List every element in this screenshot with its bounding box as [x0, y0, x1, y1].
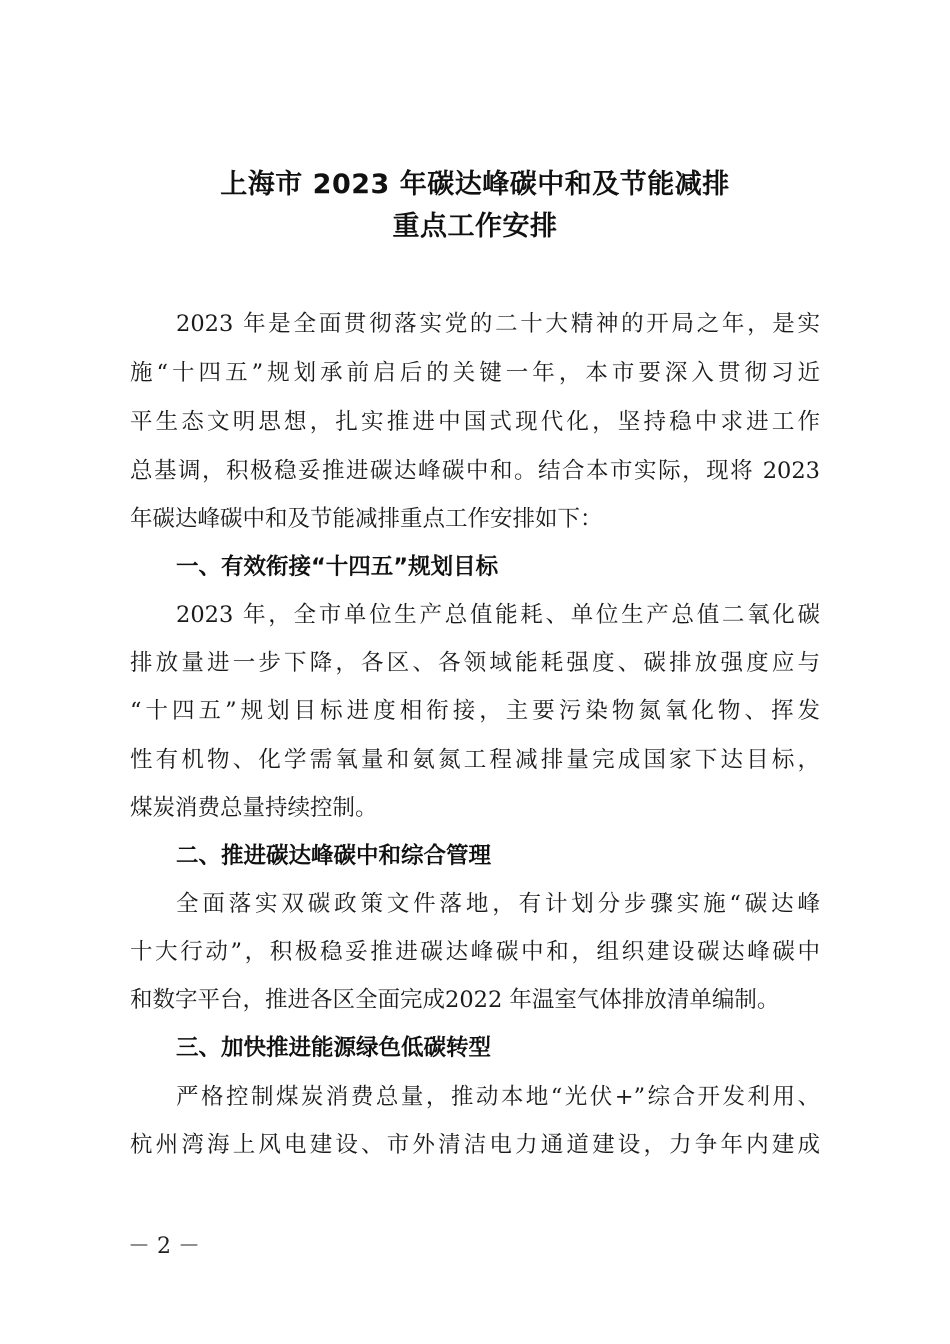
paragraph-line: 十大行动”，积极稳妥推进碳达峰碳中和，组织建设碳达峰碳中: [130, 939, 820, 965]
paragraph-line: “十四五”规划目标进度相衔接，主要污染物氮氧化物、挥发: [130, 698, 820, 724]
document-subtitle: 重点工作安排: [392, 211, 558, 242]
document-title: 上海市 2023 年碳达峰碳中和及节能减排: [220, 169, 730, 200]
paragraph-line: 严格控制煤炭消费总量，推动本地“光伏+”综合开发利用、: [176, 1084, 820, 1110]
paragraph-line: 杭州湾海上风电建设、市外清洁电力通道建设，力争年内建成: [130, 1132, 820, 1158]
intro-line: 年碳达峰碳中和及节能减排重点工作安排如下：: [130, 506, 603, 532]
paragraph-line: 排放量进一步下降，各区、各领域能耗强度、碳排放强度应与: [130, 650, 820, 676]
paragraph-line: 全面落实双碳政策文件落地，有计划分步骤实施“碳达峰: [176, 891, 820, 917]
intro-line: 平生态文明思想，扎实推进中国式现代化，坚持稳中求进工作: [130, 409, 820, 435]
intro-line: 施“十四五”规划承前启后的关键一年，本市要深入贯彻习近: [130, 360, 820, 386]
intro-line: 2023 年是全面贯彻落实党的二十大精神的开局之年，是实: [176, 311, 820, 337]
paragraph-line: 煤炭消费总量持续控制。: [130, 795, 378, 821]
paragraph-line: 2023 年，全市单位生产总值能耗、单位生产总值二氧化碳: [176, 602, 820, 628]
section-heading: 一、有效衔接“十四五”规划目标: [176, 554, 499, 580]
section-heading: 二、推进碳达峰碳中和综合管理: [176, 843, 492, 869]
intro-line: 总基调，积极稳妥推进碳达峰碳中和。结合本市实际，现将 2023: [130, 458, 820, 484]
paragraph-line: 和数字平台，推进各区全面完成2022 年温室气体排放清单编制。: [130, 987, 780, 1013]
page-number: － 2 －: [128, 1234, 200, 1259]
section-heading: 三、加快推进能源绿色低碳转型: [176, 1035, 492, 1061]
paragraph-line: 性有机物、化学需氧量和氨氮工程减排量完成国家下达目标，: [130, 747, 820, 773]
